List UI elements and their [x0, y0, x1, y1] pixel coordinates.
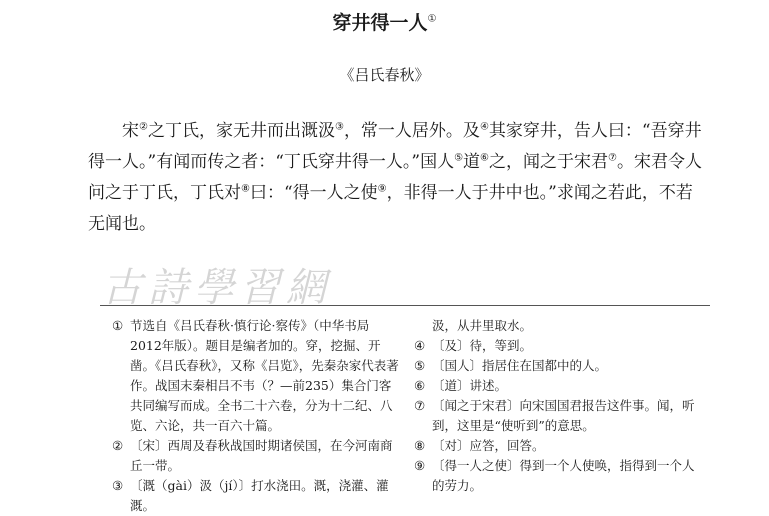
footnote-marker: ②: [139, 121, 148, 133]
footnote-text: 〔及〕待，等到。: [432, 338, 533, 353]
footnote-item: [414, 336, 702, 356]
body-text: ，非得一人于井中也。”求闻之若此，不若无闻也。: [88, 183, 693, 234]
footnote-marker: ⑤: [454, 152, 464, 164]
body-paragraph: [88, 116, 708, 240]
footnote-number: [414, 316, 432, 336]
footnote-number: ③: [112, 478, 124, 493]
footnote-marker: ⑨: [377, 183, 387, 195]
footnotes: [112, 316, 702, 516]
body-text: 之，闻之于宋君: [489, 152, 609, 172]
footnote-item: [414, 456, 702, 496]
footnote-text: 〔闻之于宋君〕向宋国国君报告这件事。闻，听到，这里是“使听到”的意思。: [432, 398, 695, 433]
footnote-text: 汲，从井里取水。: [432, 318, 533, 333]
body-text: 。宋君令人问之于丁氏，丁氏对: [88, 152, 702, 203]
footnote-text: 节选自《吕氏春秋·慎行论·察传》（中华书局2012年版）。题目是编者加的。穿，挖掘、开凿。《吕氏春秋》，又称《吕览》，先秦杂家代表著作。战国末秦相吕不韦（？—前235）集合门客共同编写而成。全书二十六卷，分为十二纪、八览、六论，共一百六十篇。: [130, 318, 399, 433]
main-text: [88, 116, 708, 240]
footnotes-right-column: [414, 316, 702, 516]
body-text: 其家穿井，告人曰：“吾穿井得一人。”有闻而传之者：“丁氏穿井得一人。”国人: [88, 121, 702, 172]
watermark-text: 古詩學習網: [102, 265, 332, 311]
notes-divider: [100, 305, 710, 306]
footnotes-left-column: [112, 316, 400, 516]
footnote-marker: ⑥: [480, 152, 490, 164]
body-text: 曰：“得一人之使: [249, 183, 378, 203]
title-footnote-mark: ①: [427, 13, 437, 25]
footnote-number: ⑧: [414, 438, 426, 453]
footnote-text: 〔国人〕指居住在国都中的人。: [432, 358, 608, 373]
footnote-item: [414, 396, 702, 436]
footnote-text: 〔得一人之使〕得到一个人使唤，指得到一个人的劳力。: [432, 458, 695, 493]
footnote-number: ②: [112, 438, 124, 453]
title-text: 穿井得一人: [332, 12, 428, 34]
body-text: 道: [463, 152, 481, 172]
body-text: 之丁氏，家无井而出溉汲: [147, 121, 335, 141]
footnote-number: ⑤: [414, 358, 426, 373]
footnote-item: [414, 356, 702, 376]
footnote-number: ⑨: [414, 458, 426, 473]
footnote-marker: ③: [334, 121, 344, 133]
footnote-marker: ⑧: [241, 183, 250, 195]
footnote-item: [414, 316, 702, 336]
footnote-number: ④: [414, 338, 426, 353]
footnote-item: [112, 316, 400, 436]
body-text: 宋: [122, 121, 139, 141]
footnote-marker: ⑦: [608, 152, 617, 164]
source-label: 《吕氏春秋》: [339, 66, 430, 84]
footnote-text: 〔溉（gài）汲（jí）〕打水浇田。溉，浇灌、灌溉。: [130, 478, 389, 513]
footnote-item: [112, 436, 400, 476]
footnote-number: ⑦: [414, 398, 426, 413]
footnote-marker: ④: [479, 121, 489, 133]
footnote-number: ①: [112, 318, 124, 333]
footnote-item: [112, 476, 400, 516]
footnote-number: ⑥: [414, 378, 426, 393]
footnote-item: [414, 376, 702, 396]
page-title: [0, 8, 769, 35]
footnote-item: [414, 436, 702, 456]
footnote-text: 〔道〕讲述。: [432, 378, 508, 393]
body-text: ，常一人居外。及: [343, 121, 480, 141]
footnote-text: 〔对〕应答，回答。: [432, 438, 545, 453]
footnote-text: 〔宋〕西周及春秋战国时期诸侯国，在今河南商丘一带。: [130, 438, 393, 473]
